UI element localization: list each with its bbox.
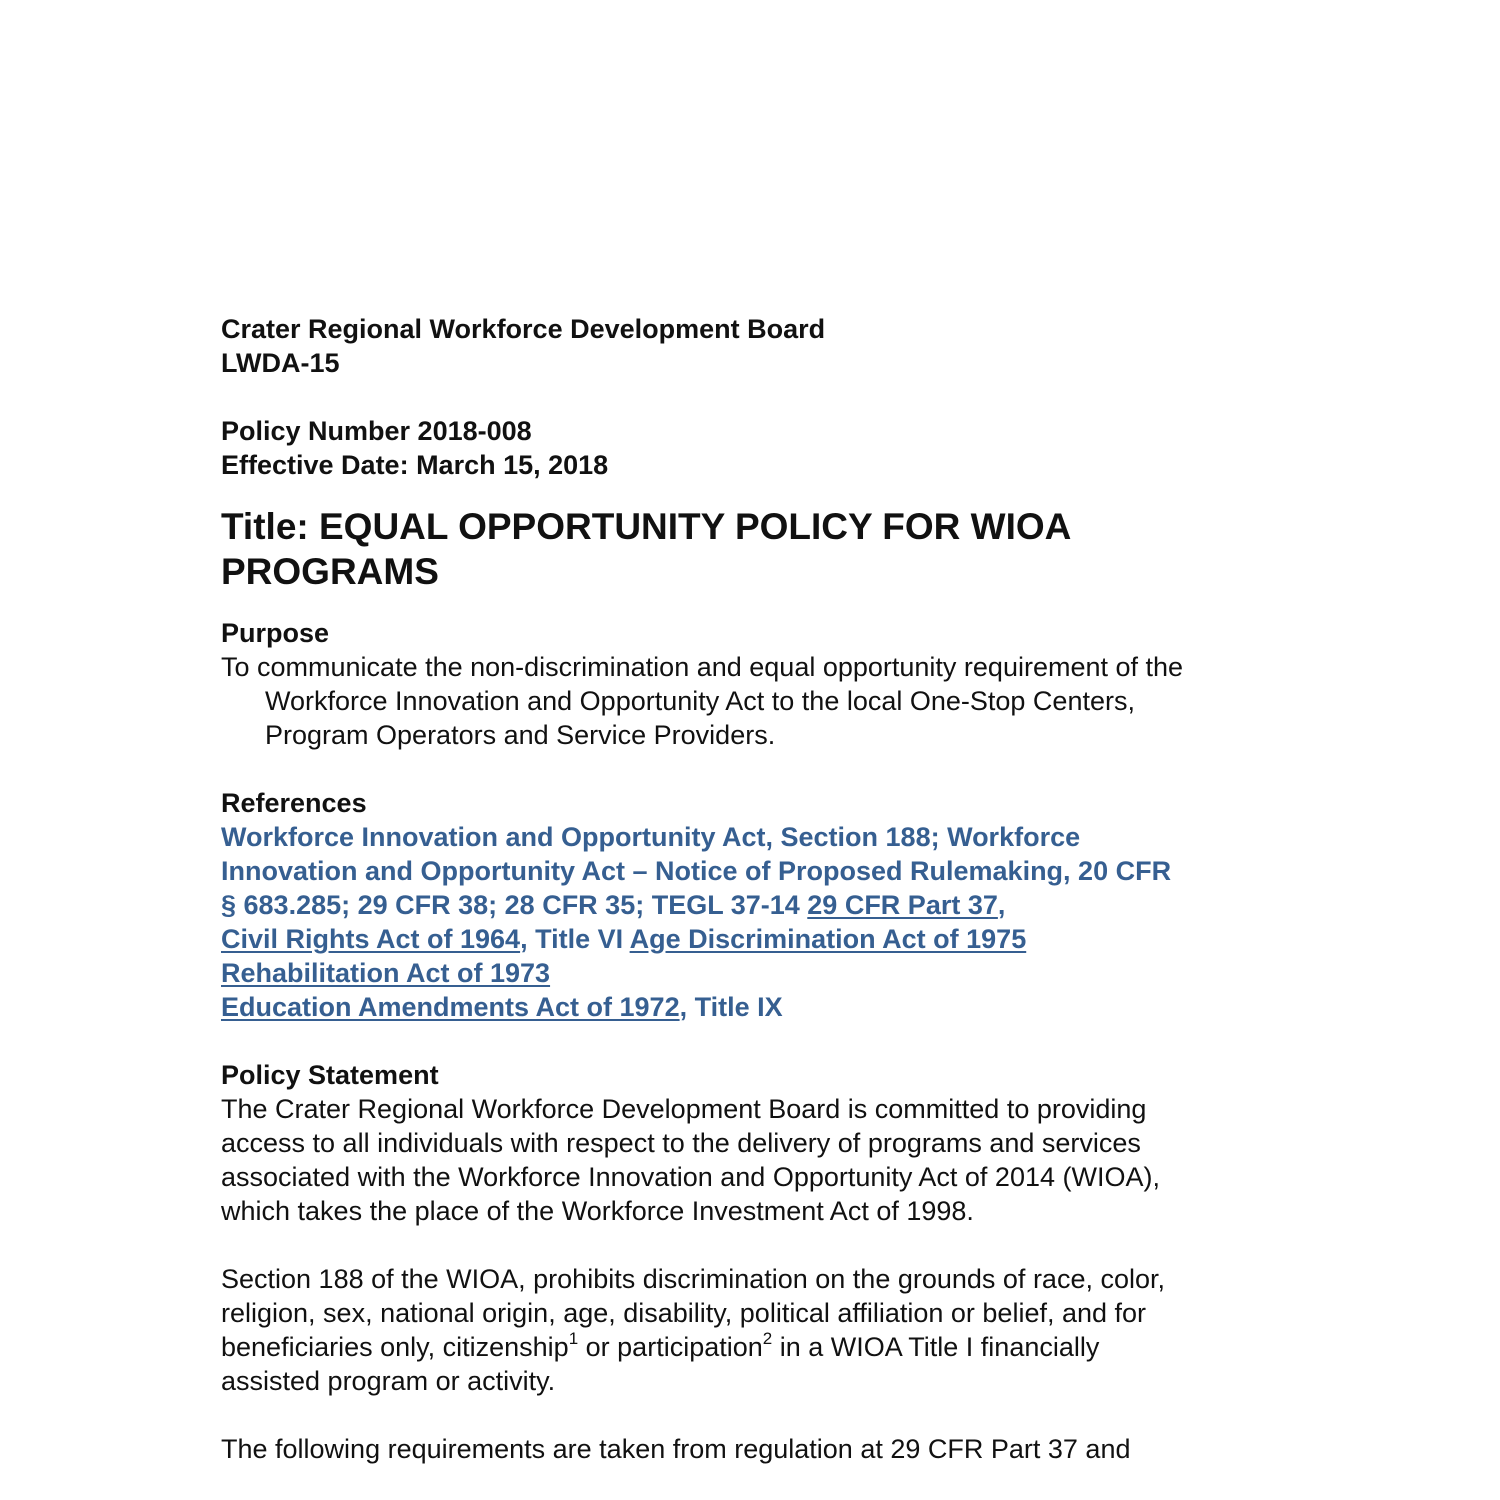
para2-line-3-b: or participation bbox=[578, 1332, 763, 1362]
policy-para2-line-4: assisted program or activity. bbox=[221, 1366, 556, 1396]
policy-para3-line-1: The following requirements are taken from regulation at 29 CFR Part 37 and bbox=[221, 1434, 1131, 1464]
title-line-1: Title: EQUAL OPPORTUNITY POLICY FOR WIOA bbox=[221, 506, 1072, 547]
references-line-2: Innovation and Opportunity Act – Notice of Proposed Rulemaking, 20 CFR bbox=[221, 856, 1172, 886]
policy-number: Policy Number 2018-008 bbox=[221, 416, 532, 446]
effective-date: Effective Date: March 15, 2018 bbox=[221, 450, 609, 480]
references-line-3-tail: , bbox=[997, 890, 1006, 920]
area-code: LWDA-15 bbox=[221, 348, 340, 378]
references-line-3-text: § 683.285; 29 CFR 38; 28 CFR 35; TEGL 37-14 bbox=[221, 890, 808, 920]
purpose-heading: Purpose bbox=[221, 618, 330, 648]
references-section bbox=[221, 786, 1301, 1024]
policy-para2-line-3 bbox=[221, 1330, 1301, 1364]
footnote-ref-1[interactable]: 1 bbox=[568, 1329, 579, 1348]
purpose-line-2: Workforce Innovation and Opportunity Act to the local One-Stop Centers, bbox=[265, 686, 1135, 716]
references-line-4-mid: , Title VI bbox=[520, 924, 630, 954]
references-line-3 bbox=[221, 888, 1301, 922]
purpose-line-1: To communicate the non-discrimination and equal opportunity requirement of the bbox=[221, 652, 1184, 682]
references-line-1: Workforce Innovation and Opportunity Act, Section 188; Workforce bbox=[221, 822, 1081, 852]
link-education-amendments-act-1972[interactable]: Education Amendments Act of 1972 bbox=[221, 992, 680, 1022]
policy-para2-line-1: Section 188 of the WIOA, prohibits discrimination on the grounds of race, color, bbox=[221, 1264, 1165, 1294]
references-line-5 bbox=[221, 956, 1301, 990]
policy-para1-line-2: access to all individuals with respect to the delivery of programs and services bbox=[221, 1128, 1141, 1158]
link-civil-rights-act-1964[interactable]: Civil Rights Act of 1964 bbox=[221, 924, 521, 954]
references-line-6-tail: , Title IX bbox=[679, 992, 783, 1022]
references-heading: References bbox=[221, 788, 367, 818]
link-29-cfr-part-37[interactable]: 29 CFR Part 37 bbox=[807, 890, 998, 920]
document-page bbox=[221, 312, 1301, 1466]
link-age-discrimination-act-1975[interactable]: Age Discrimination Act of 1975 bbox=[629, 924, 1027, 954]
purpose-line-3: Program Operators and Service Providers. bbox=[265, 720, 776, 750]
policy-statement-heading: Policy Statement bbox=[221, 1060, 439, 1090]
title-line-2: PROGRAMS bbox=[221, 551, 439, 592]
references-line-6 bbox=[221, 990, 1301, 1024]
para2-line-3-c: in a WIOA Title I financially bbox=[772, 1332, 1100, 1362]
policy-para1-line-4: which takes the place of the Workforce Investment Act of 1998. bbox=[221, 1196, 974, 1226]
policy-para1-line-1: The Crater Regional Workforce Development Board is committed to providing bbox=[221, 1094, 1147, 1124]
policy-para2-line-2: religion, sex, national origin, age, disability, political affiliation or belief, and for bbox=[221, 1298, 1147, 1328]
footnote-ref-2[interactable]: 2 bbox=[762, 1329, 773, 1348]
org-name: Crater Regional Workforce Development Board bbox=[221, 314, 826, 344]
purpose-section bbox=[221, 616, 1301, 752]
references-line-4 bbox=[221, 922, 1301, 956]
policy-para1-line-3: associated with the Workforce Innovation and Opportunity Act of 2014 (WIOA), bbox=[221, 1162, 1160, 1192]
policy-statement-section bbox=[221, 1058, 1301, 1466]
document-header bbox=[221, 312, 1301, 482]
link-rehabilitation-act-1973[interactable]: Rehabilitation Act of 1973 bbox=[221, 958, 551, 988]
page-title bbox=[221, 504, 1301, 594]
para2-line-3-a: beneficiaries only, citizenship bbox=[221, 1332, 569, 1362]
